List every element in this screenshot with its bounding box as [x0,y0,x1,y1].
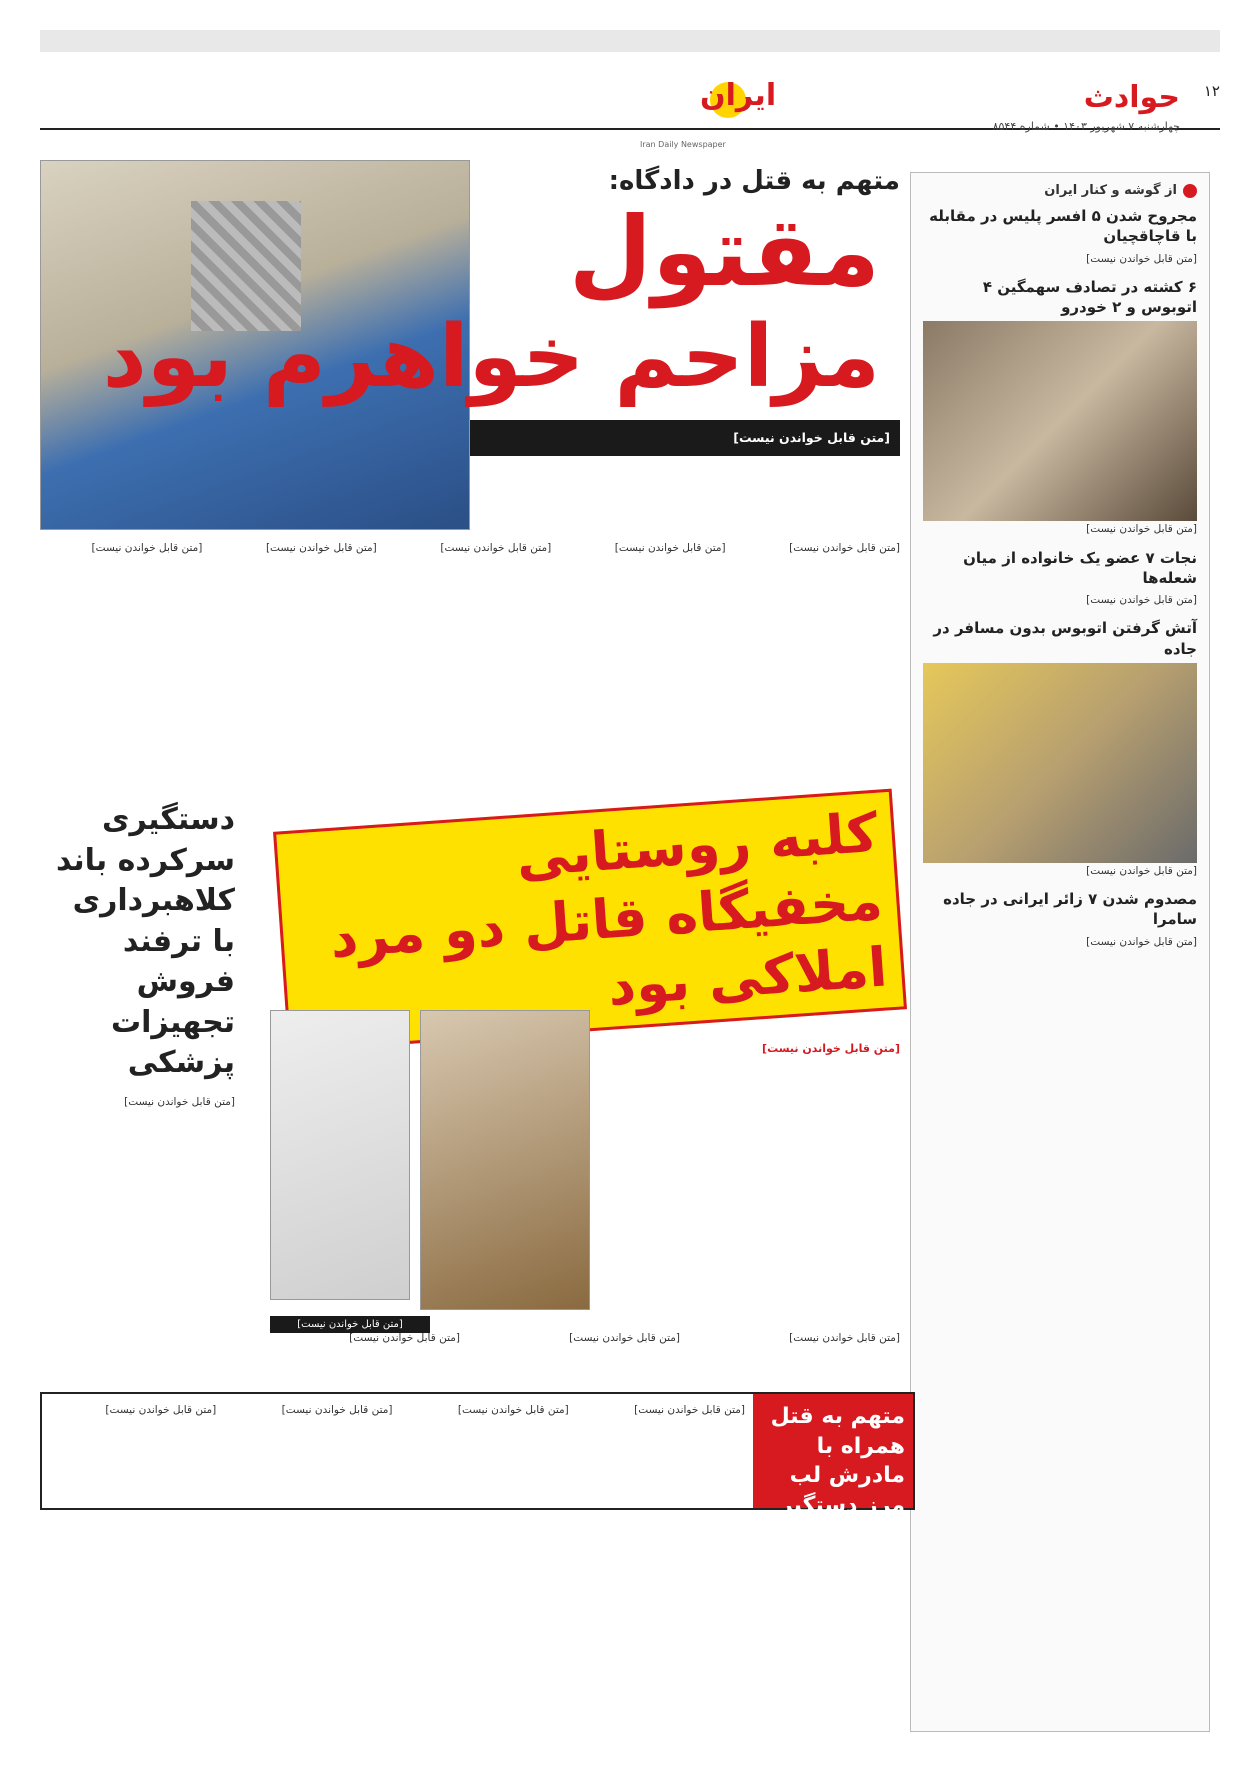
main-story [40,160,900,740]
brief [923,889,1197,950]
section-name: حوادث [1083,80,1180,115]
fraud-headline: دستگیری سرکرده باند کلاهبرداری با ترفند فروش تجهیزات پزشکی [56,802,235,1080]
suspect-photo [270,1010,410,1300]
main-kicker: متهم به قتل در دادگاه: [608,166,900,196]
brief-title: نجات ۷ عضو یک خانواده از میان شعله‌ها [963,548,1197,587]
photo-caption: [متن قابل خواندن نیست] [270,1316,430,1333]
brief-title: مجروح شدن ۵ افسر پلیس در مقابله با قاچاقچیان [929,207,1197,246]
main-lead: [متن قابل خواندن نیست] [470,420,900,456]
brief-title: مصدوم شدن ۷ زائر ایرانی در جاده سامرا [943,890,1197,929]
brief-body: [متن قابل خواندن نیست] [1086,594,1197,607]
brief [923,206,1197,267]
article-column: [متن قابل خواندن نیست] [105,1404,217,1416]
article-column: [متن قابل خواندن نیست] [457,1404,569,1416]
article-column: [متن قابل خواندن نیست] [349,1332,460,1344]
article-column: [متن قابل خواندن نیست] [614,542,726,554]
brief-title: آتش گرفتن اتوبوس بدون مسافر در جاده [933,619,1197,658]
brief-body: [متن قابل خواندن نیست] [1086,252,1197,265]
brief [923,277,1197,538]
article-column: [متن قابل خواندن نیست] [789,1332,900,1344]
issue-info: چهارشنبه ۷ شهریور ۱۴۰۳ • شماره ۸۵۴۴ [992,120,1180,133]
main-columns [40,540,900,740]
brief-body: [متن قابل خواندن نیست] [1086,864,1197,877]
arrow-icon [1183,184,1197,198]
shotgun-photo [420,1010,590,1310]
cabin-story [250,800,900,1380]
page-number: ۱۲ [1203,82,1220,100]
cabin-lead: [متن قابل خواندن نیست] [762,1042,900,1055]
article-column: [متن قابل خواندن نیست] [789,542,900,554]
cabin-columns [250,1330,900,1346]
border-arrest-box [40,1392,915,1548]
box-columns [42,1394,753,1508]
box-headline: متهم به قتل همراه با مادرش لب مرز دستگیر شدند [753,1394,913,1508]
side-kicker: از گوشه و کنار ایران [923,183,1197,198]
crash-photo [923,321,1197,521]
side-column [910,172,1210,1732]
brief [923,618,1197,879]
bus-fire-photo [923,663,1197,863]
page-header [40,30,1220,149]
fraud-story [40,800,235,1360]
article-column: [متن قابل خواندن نیست] [265,542,377,554]
fraud-body: [متن قابل خواندن نیست] [124,1095,235,1108]
article-column: [متن قابل خواندن نیست] [569,1332,680,1344]
main-headline-2: مزاحم خواهرم بود [102,307,880,407]
brief-title: ۶ کشته در تصادف سهمگین ۴ اتوبوس و ۲ خودرو [982,277,1197,317]
brief-body: [متن قابل خواندن نیست] [1086,935,1197,948]
article-column: [متن قابل خواندن نیست] [91,542,203,554]
article-column: [متن قابل خواندن نیست] [281,1404,393,1416]
article-column: [متن قابل خواندن نیست] [634,1404,745,1416]
cabin-headline: کلبه روستایی مخفیگاه قاتل دو مرد املاکی بود [273,789,907,1052]
brand-logo: ایران [700,78,777,113]
brief-body: [متن قابل خواندن نیست] [1086,523,1197,536]
main-headline-1: مقتول [568,196,880,308]
header-bar [40,30,1220,52]
brand-subtitle: Iran Daily Newspaper [640,140,726,149]
brief [923,548,1197,609]
article-column: [متن قابل خواندن نیست] [440,542,552,554]
